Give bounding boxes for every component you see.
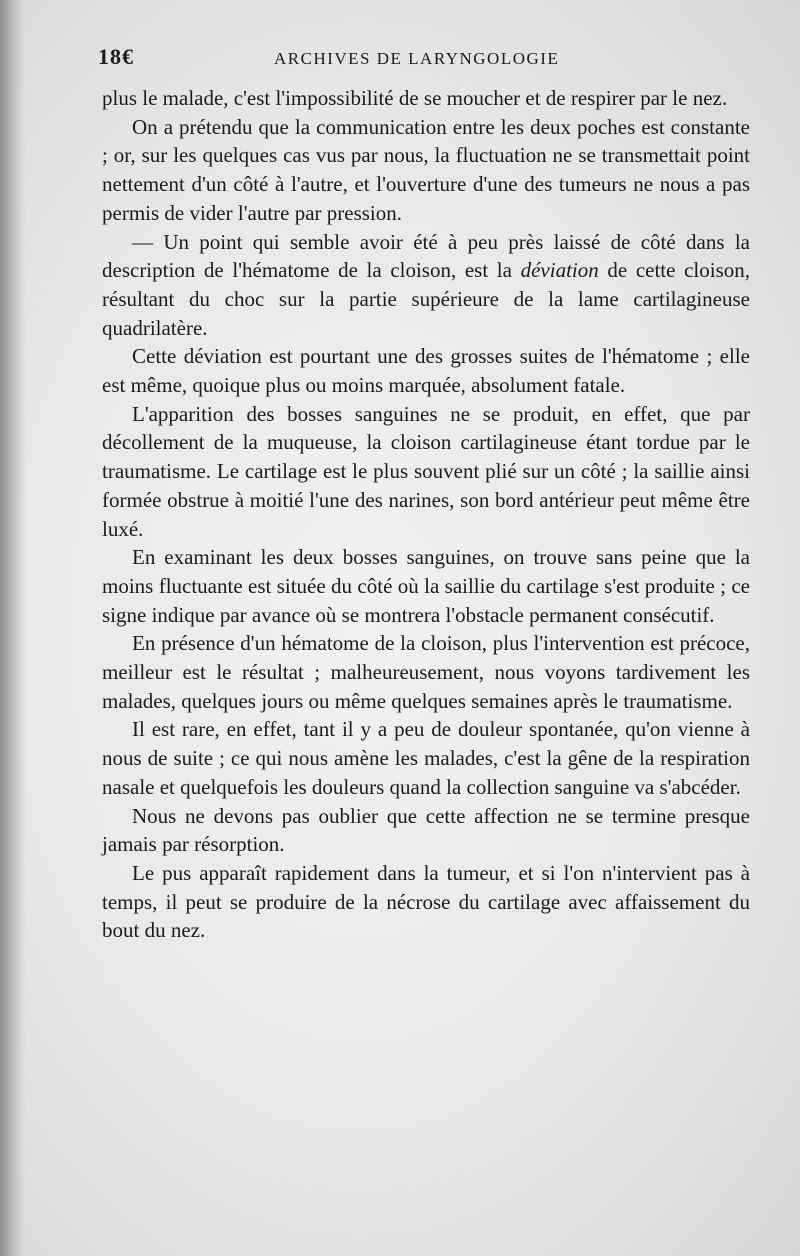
paragraph-3-start: — Un point qui semble avoir été à peu près laissé de côté dans la description de l'hématome de la cloison, est la <box>102 229 750 283</box>
paragraph-8: Il est rare, en effet, tant il y a peu de douleur spontanée, qu'on vienne à nous de suite ; ce qui nous amène les malades, c'est la gêne de la respiration nasale et quelquefois les douleurs quand la collection sanguine va s'abcéder. <box>102 717 750 799</box>
paragraph-3-end: de cette cloison, résultant du choc sur la partie supérieure de la lame cartilagineuse quadrilatère. <box>102 258 750 340</box>
emphasized-word: déviation <box>520 258 599 283</box>
paragraph-1: plus le malade, c'est l'impossibilité de se moucher et de respirer par le nez. <box>102 86 728 110</box>
paragraph-7: En présence d'un hématome de la cloison, plus l'intervention est précoce, meilleur est le résultat ; malheureusement, nous voyons tardivement les malades, quelques jours ou même quelques semaines après le traumatisme. <box>102 631 750 713</box>
paragraph-2: On a prétendu que la communication entre les deux poches est constante ; or, sur les quelques cas vus par nous, la fluctuation ne se transmettait point nettement d'un côté à l'autre, et l'ouverture d'une des tumeurs ne nous a pas permis de vider l'autre par pression. <box>102 114 750 225</box>
body-text <box>102 84 750 945</box>
page-header <box>98 44 758 74</box>
page-number: 18€ <box>98 44 134 69</box>
running-title: ARCHIVES DE LARYNGOLOGIE <box>274 49 560 68</box>
page-gutter-shadow <box>0 0 26 1256</box>
paragraph-6: En examinant les deux bosses sanguines, on trouve sans peine que la moins fluctuante est située du côté où la saillie du cartilage s'est produite ; ce signe indique par avance où se montrera l'obstacle permanent consécutif. <box>102 545 750 627</box>
paragraph-4: Cette déviation est pourtant une des grosses suites de l'hématome ; elle est même, quoique plus ou moins marquée, absolument fatale. <box>102 344 750 398</box>
paragraph-5: L'apparition des bosses sanguines ne se produit, en effet, que par décollement de la muqueuse, la cloison cartilagineuse étant tordue par le traumatisme. Le cartilage est le plus souvent plié sur un côté ; la saillie ainsi formée obstrue à moitié l'une des narines, son bord antérieur peut même être luxé. <box>102 401 750 541</box>
paragraph-9: Nous ne devons pas oublier que cette affection ne se termine presque jamais par résorption. <box>102 803 750 857</box>
paragraph-10: Le pus apparaît rapidement dans la tumeur, et si l'on n'intervient pas à temps, il peut se produire de la nécrose du cartilage avec affaissement du bout du nez. <box>102 860 750 943</box>
paragraph-3 <box>102 228 750 343</box>
